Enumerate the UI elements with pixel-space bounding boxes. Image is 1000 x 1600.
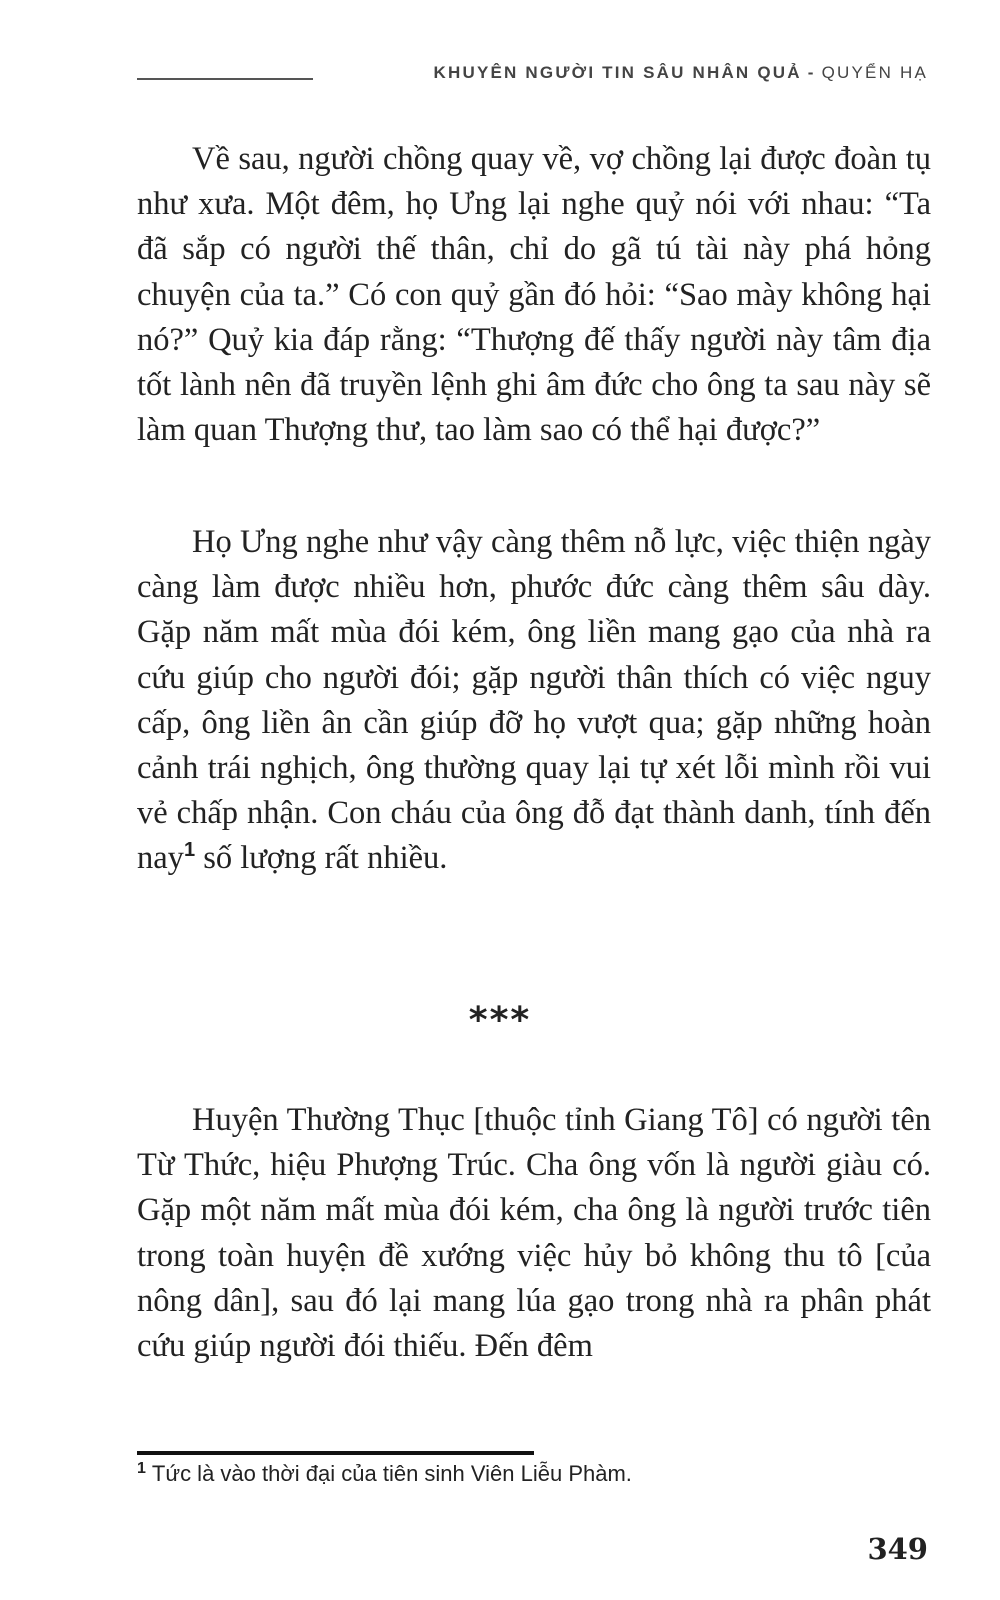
header-rule bbox=[137, 78, 313, 80]
header-separator: - bbox=[807, 63, 816, 82]
running-header bbox=[434, 63, 928, 83]
paragraph-2-tail: số lượng rất nhiều. bbox=[203, 840, 448, 877]
volume-label: QUYỂN HẠ bbox=[821, 63, 928, 82]
footnote-text: Tức là vào thời đại của tiên sinh Viên Liễu Phàm. bbox=[151, 1461, 632, 1486]
footnote-reference: 1 bbox=[183, 839, 196, 862]
section-break: *** bbox=[468, 1000, 532, 1041]
paragraph-1-block bbox=[137, 137, 931, 453]
paragraph-2-block bbox=[137, 520, 931, 882]
paragraph-1: Về sau, người chồng quay về, vợ chồng lại được đoàn tụ như xưa. Một đêm, họ Ưng lại nghe quỷ nói với nhau: “Ta đã sắp có người thế thân, chỉ do gã tú tài này phá hỏng chuyện của ta.” Có con quỷ gần đó hỏi: “Sao mày không hại nó?” Quỷ kia đáp rằng: “Thượng đế thấy người này tâm địa tốt lành nên đã truyền lệnh ghi âm đức cho ông ta sau này sẽ làm quan Thượng thư, tao làm sao có thể hại được?” bbox=[137, 141, 931, 449]
paragraph-2 bbox=[137, 520, 931, 882]
page-number: 349 bbox=[867, 1532, 928, 1566]
footnote bbox=[137, 1461, 632, 1487]
footnote-number: 1 bbox=[137, 1459, 146, 1477]
paragraph-3: Huyện Thường Thục [thuộc tỉnh Giang Tô] có người tên Từ Thức, hiệu Phượng Trúc. Cha ông vốn là người giàu có. Gặp một năm mất mùa đói kém, cha ông là người trước tiên trong toàn huyện đề xướng việc hủy bỏ không thu tô [của nông dân], sau đó lại mang lúa gạo trong nhà ra phân phát cứu giúp người đói thiếu. Đến đêm bbox=[137, 1102, 931, 1365]
book-title: KHUYÊN NGƯỜI TIN SÂU NHÂN QUẢ bbox=[433, 63, 802, 82]
paragraph-3-block bbox=[137, 1098, 931, 1369]
paragraph-2-text: Họ Ưng nghe như vậy càng thêm nỗ lực, việc thiện ngày càng làm được nhiều hơn, phước đức càng thêm sâu dày. Gặp năm mất mùa đói kém, ông liền mang gạo của nhà ra cứu giúp cho người đói; gặp người thân thích có việc nguy cấp, ông liền ân cần giúp đỡ họ vượt qua; gặp những hoàn cảnh trái nghịch, ông thường quay lại tự xét lỗi mình rồi vui vẻ chấp nhận. Con cháu của ông đỗ đạt thành danh, tính đến nay bbox=[137, 524, 931, 877]
footnote-rule bbox=[137, 1451, 534, 1455]
